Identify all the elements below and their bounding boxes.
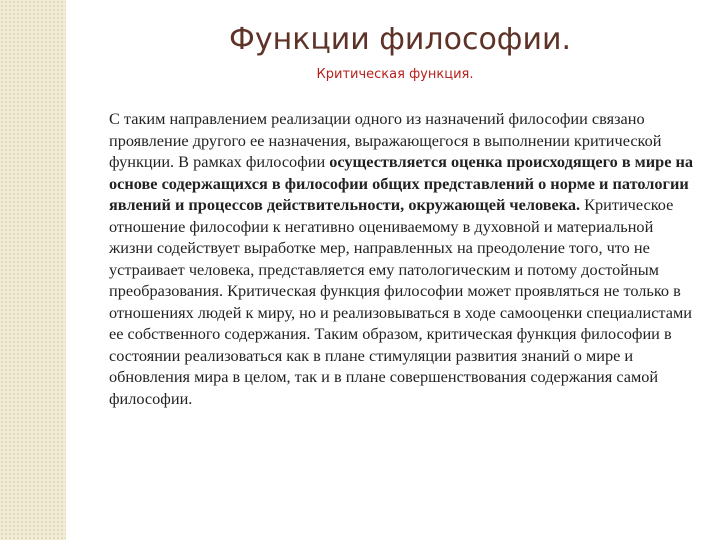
decorative-side-strip xyxy=(0,0,66,540)
paragraph-text-part1: С таким направлением реализации одного из назначений философии связано проявление другого ее назначения, выражающегося в выполнении критической функции. В рамках философии xyxy=(109,109,662,171)
body-paragraph xyxy=(109,108,697,409)
slide-subtitle: Критическая функция. xyxy=(316,67,474,82)
slide-title: Функции философии. xyxy=(229,22,571,57)
paragraph-text-part2: Критическое отношение философии к негативно оцениваемому в духовной и материальной жизни содействует выработке мер, направленных на преодоление того, что не устраивает человека, представляется ему патологическим и потому достойным преобразования. Критическая функция философии может проявляться не только в отношениях людей к миру, но и реализовываться в ходе самооценки специалистами ее собственного содержания. Таким образом, критическая функция философии в состоянии реализоваться как в плане стимуляции развития знаний о мире и обновления мира в целом, так и в плане совершенствования содержания самой философии. xyxy=(109,195,692,408)
paragraph-bold-text: осуществляется оценка происходящего в мире на основе содержащихся в философии общих представлений о норме и патологии явлений и процессов действительности, окружающей человека. xyxy=(109,152,694,214)
